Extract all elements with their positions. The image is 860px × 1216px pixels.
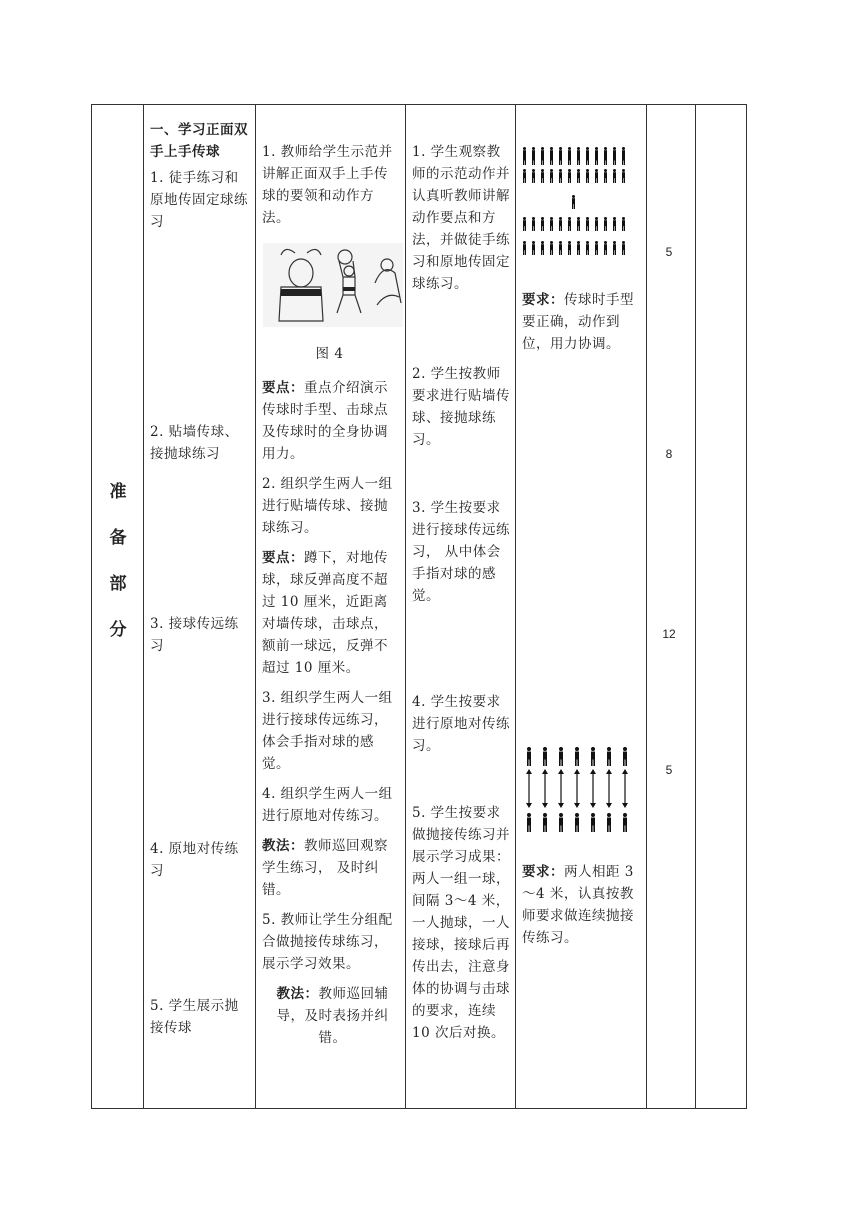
student-step: 2. 学生按教师要求进行贴墙传球、接抛球练习。 — [412, 366, 510, 448]
time-value: 5 — [665, 245, 673, 259]
method-label: 教法： — [262, 838, 304, 854]
requirement-text: 传球时手型要正确，动作到位，用力协调。 — [522, 292, 634, 352]
figure-caption: 图 4 — [315, 346, 344, 362]
teacher-column-lower — [262, 377, 397, 1049]
volleyball-pass-illustration — [263, 243, 403, 327]
student-step: 4. 学生按要求进行原地对传练习。 — [412, 694, 510, 754]
key-point-text: 重点介绍演示传球时手型、击球点及传球时的全身协调用力。 — [262, 380, 388, 462]
section-char: 准 — [109, 482, 127, 502]
requirement-label: 要求： — [522, 864, 564, 880]
student-column — [412, 141, 510, 295]
teacher-step: 1. 教师给学生示范并讲解正面双手上手传球的要领和动作方法。 — [262, 144, 393, 226]
lesson-heading: 一、学习正面双手上手传球 — [150, 122, 248, 160]
requirement-block — [522, 861, 640, 949]
column-divider — [515, 105, 516, 1108]
column-divider — [646, 105, 647, 1108]
student-step: 5. 学生按要求做抛接传练习并展示学习成果：两人一组一球，间隔 3～4 米， 一人抛球，一人接球，接球后再传出去，注意身体的协调与击球的要求，连续 10 次后对换。 — [412, 805, 510, 1041]
pair-formation-icon — [520, 745, 640, 840]
key-point-label: 要点： — [262, 380, 304, 396]
teacher-step: 4. 组织学生两人一组进行原地对传练习。 — [262, 786, 393, 824]
requirement-label: 要求： — [522, 292, 564, 308]
column-divider — [143, 105, 144, 1108]
requirement-block — [522, 289, 640, 355]
teacher-step: 5. 教师让学生分组配合做抛接传球练习，展示学习效果。 — [262, 912, 393, 972]
time-value: 12 — [662, 627, 676, 641]
section-char: 分 — [109, 620, 127, 640]
student-step: 1. 学生观察教师的示范动作并认真听教师讲解动作要点和方法，并做徒手练习和原地传固定球练习。 — [412, 144, 510, 292]
formation-diagram-2 — [520, 745, 640, 840]
teacher-step: 2. 组织学生两人一组进行贴墙传球、接抛球练习。 — [262, 476, 393, 536]
time-value: 5 — [665, 763, 673, 777]
passing-figure — [263, 243, 403, 327]
teacher-column — [262, 141, 397, 229]
content-column — [150, 119, 250, 233]
content-item: 3. 接球传远练习 — [150, 616, 239, 654]
lesson-table — [91, 104, 747, 1109]
content-item: 5. 学生展示抛接传球 — [150, 998, 239, 1036]
method-text: 教师巡回观察学生练习， 及时纠错。 — [262, 838, 388, 898]
student-step: 3. 学生按要求进行接球传远练习， 从中体会手指对球的感觉。 — [412, 500, 510, 604]
column-divider — [695, 105, 696, 1108]
column-divider — [405, 105, 406, 1108]
method-label: 教法： — [276, 986, 319, 1002]
teacher-step: 3. 组织学生两人一组进行接球传远练习，体会手指对球的感觉。 — [262, 690, 393, 772]
key-point-text: 蹲下，对地传球，球反弹高度不超过 10 厘米，近距离对墙传球，击球点，额前一球远，反弹不超过 10 厘米。 — [262, 550, 388, 676]
formation-diagram-1 — [520, 147, 640, 267]
section-char: 部 — [109, 574, 127, 594]
time-value: 8 — [665, 447, 673, 461]
method-text: 教师巡回辅导，及时表扬并纠错。 — [276, 986, 389, 1046]
content-item: 1. 徒手练习和原地传固定球练习 — [150, 170, 248, 230]
content-item: 2. 贴墙传球、接抛球练习 — [150, 424, 239, 462]
key-point-label: 要点： — [262, 550, 304, 566]
content-item: 4. 原地对传练习 — [150, 841, 239, 879]
student-formation-icon — [520, 147, 640, 267]
requirement-text: 两人相距 3～4 米，认真按教师要求做连续抛接传练习。 — [522, 864, 634, 946]
column-divider — [255, 105, 256, 1108]
section-char: 备 — [109, 528, 127, 548]
